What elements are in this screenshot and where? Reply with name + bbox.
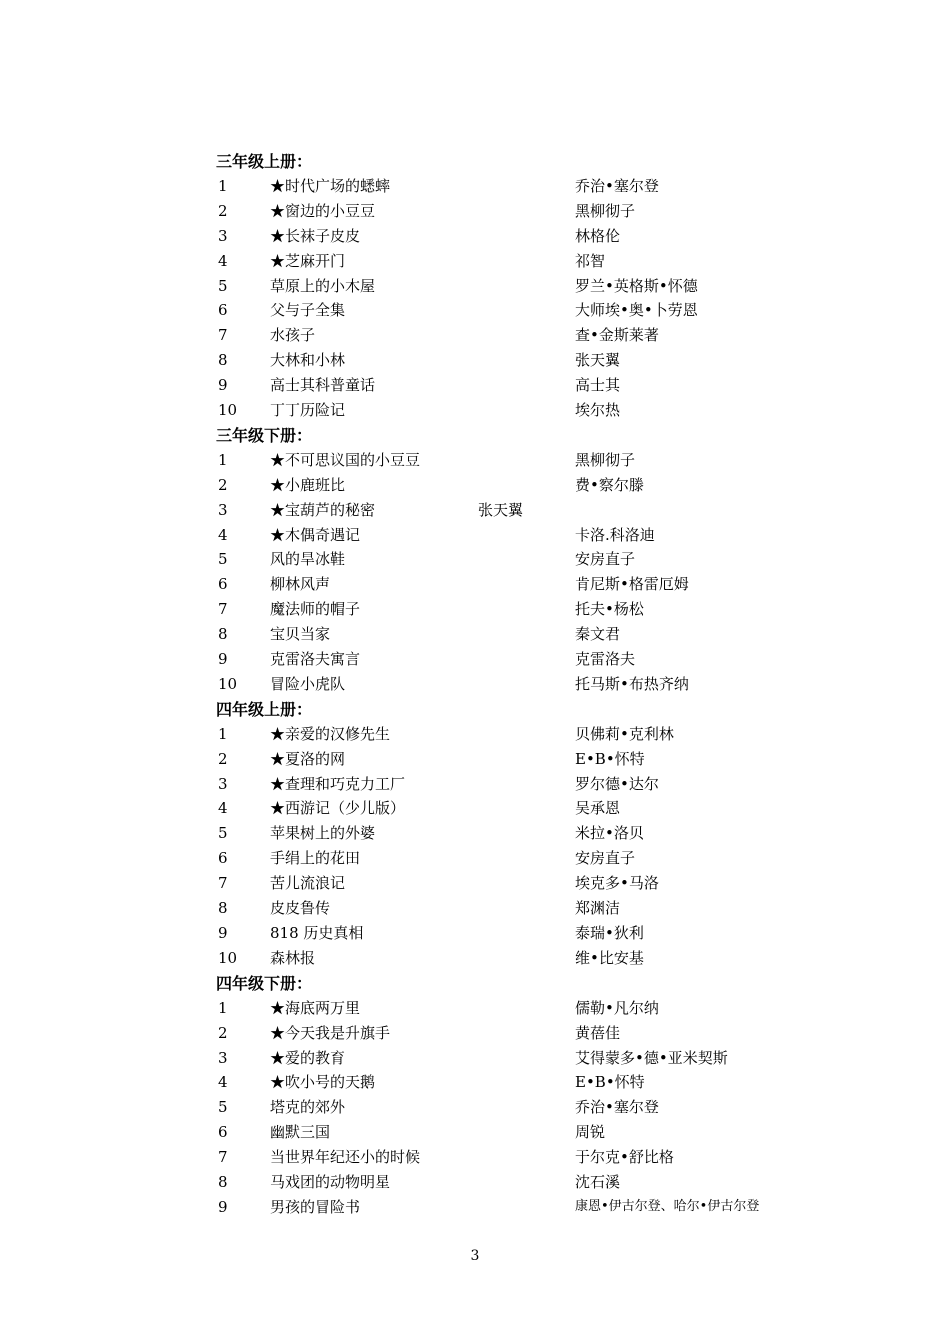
item-number: 5 [218,550,228,569]
book-author: 查•金斯莱著 [575,326,659,345]
book-title: ★长袜子皮皮 [270,226,361,245]
book-author: 秦文君 [575,625,621,644]
item-number: 3 [218,774,228,793]
book-author: 贝佛莉•克利林 [575,724,674,743]
book-title: ★夏洛的网 [270,749,346,768]
item-number: 10 [218,674,238,693]
book-title: 手绢上的花田 [270,849,361,868]
list-item [216,1095,836,1120]
item-number: 1 [218,450,228,469]
book-title: ★海底两万里 [270,998,361,1017]
book-title: 男孩的冒险书 [270,1197,361,1216]
book-author: 罗兰•英格斯•怀德 [575,276,698,295]
book-title: 幽默三国 [270,1123,331,1142]
item-number: 4 [218,251,228,270]
book-author: 高士其 [575,376,621,395]
book-title: ★今天我是升旗手 [270,1023,391,1042]
list-item [216,274,836,299]
book-title: 大林和小林 [270,351,346,370]
item-number: 4 [218,799,228,818]
book-author: 费•察尔滕 [575,475,644,494]
item-number: 7 [218,600,228,619]
item-number: 5 [218,276,228,295]
item-number: 8 [218,1172,228,1191]
list-item [216,821,836,846]
item-number: 9 [218,376,228,395]
book-title: 塔克的郊外 [270,1098,346,1117]
book-author: 托夫•杨松 [575,600,644,619]
item-number: 3 [218,226,228,245]
book-author: 黑柳彻子 [575,450,636,469]
book-title: 当世界年纪还小的时候 [270,1148,421,1167]
book-title: ★时代广场的蟋蟀 [270,177,391,195]
book-author: 周锐 [575,1123,606,1142]
list-item [216,647,836,672]
book-author: 罗尔德•达尔 [575,774,659,793]
item-number: 4 [218,1073,228,1092]
item-number: 7 [218,326,228,345]
book-author: 米拉•洛贝 [575,824,644,843]
list-item [216,1021,836,1046]
item-number: 7 [218,1148,228,1167]
section-title: 四年级上册： [216,699,313,719]
book-author: E•B•怀特 [575,1073,645,1092]
book-author: 安房直子 [575,550,636,569]
book-title: 高士其科普童话 [270,376,376,395]
item-number: 2 [218,201,228,220]
item-number: 6 [218,301,228,320]
book-author: 林格伦 [575,226,621,245]
book-author: 儒勒•凡尔纳 [575,998,659,1017]
book-title: ★吹小号的天鹅 [270,1073,376,1092]
list-item [216,249,836,274]
book-title: ★芝麻开门 [270,251,346,270]
book-title: 苹果树上的外婆 [270,824,376,843]
item-number: 10 [218,948,238,967]
list-item [216,1046,836,1071]
item-number: 3 [218,1048,228,1067]
item-number: 5 [218,1098,228,1117]
book-author: 大师埃•奥•卜劳恩 [575,301,698,320]
item-number: 4 [218,525,228,544]
book-title: 冒险小虎队 [270,674,346,693]
book-author: 乔治•塞尔登 [575,177,659,195]
book-title: 丁丁历险记 [270,401,346,420]
item-number: 8 [218,625,228,644]
book-author: 肯尼斯•格雷厄姆 [575,575,689,594]
list-item [216,348,836,373]
book-author: 于尔克•舒比格 [575,1148,674,1167]
book-title: 克雷洛夫寓言 [270,650,361,669]
book-title: 818 历史真相 [270,923,364,942]
list-item [216,572,836,597]
book-author: 乔治•塞尔登 [575,1098,659,1117]
item-number: 2 [218,475,228,494]
book-title: ★查理和巧克力工厂 [270,774,406,793]
book-list [216,149,836,1220]
book-title: 风的旱冰鞋 [270,550,346,569]
list-item [216,448,836,473]
book-title: ★西游记（少儿版） [270,799,406,818]
list-item [216,1170,836,1195]
item-number: 3 [218,500,228,519]
book-author: 埃克多•马洛 [575,874,659,893]
list-item [216,996,836,1021]
item-number: 6 [218,849,228,868]
book-author: 卡洛.科洛迪 [575,525,655,544]
list-item [216,398,836,423]
list-item [216,946,836,971]
book-title: 水孩子 [270,326,316,345]
list-item [216,622,836,647]
section-title: 三年级上册： [216,152,313,171]
list-item [216,747,836,772]
list-item [216,672,836,697]
item-number: 10 [218,401,238,420]
list-item [216,896,836,921]
book-title: ★爱的教育 [270,1048,346,1067]
book-title: 柳林风声 [270,575,331,594]
book-author: 张天翼 [575,351,621,370]
book-title: ★小鹿班比 [270,475,346,494]
list-item [216,871,836,896]
book-title: 魔法师的帽子 [270,600,361,619]
item-number: 8 [218,899,228,918]
book-author: 沈石溪 [575,1172,621,1191]
item-number: 1 [218,724,228,743]
list-item [216,373,836,398]
book-author: 康恩•伊古尔登、哈尔•伊古尔登 [575,1198,760,1214]
list-item [216,1120,836,1145]
book-author: 郑渊洁 [575,899,621,918]
list-item [216,921,836,946]
item-number: 9 [218,923,228,942]
book-title: ★木偶奇遇记 [270,525,361,544]
book-author: 艾得蒙多•德•亚米契斯 [575,1048,728,1067]
list-item [216,199,836,224]
book-title: ★亲爱的汉修先生 [270,724,391,743]
book-title: ★宝葫芦的秘密 [270,500,376,519]
book-author: 吴承恩 [575,799,621,818]
section-title: 四年级下册： [216,973,313,993]
item-number: 6 [218,1123,228,1142]
book-author: 托马斯•布热齐纳 [575,674,689,693]
book-title: ★不可思议国的小豆豆 [270,450,421,469]
item-number: 2 [218,1023,228,1042]
list-item [216,323,836,348]
book-author: 泰瑞•狄利 [575,923,644,942]
item-number: 9 [218,1197,228,1216]
book-title: ★窗边的小豆豆 [270,201,376,220]
book-author: 维•比安基 [575,948,644,967]
section-title: 三年级下册： [216,425,313,445]
book-title: 马戏团的动物明星 [270,1172,391,1191]
book-title: 父与子全集 [270,301,346,320]
item-number: 6 [218,575,228,594]
book-author: 克雷洛夫 [575,650,636,669]
list-item [216,174,836,199]
book-title: 苦儿流浪记 [270,874,346,893]
book-author: 安房直子 [575,849,636,868]
list-item [216,796,836,821]
book-title: 草原上的小木屋 [270,276,376,295]
page-number: 3 [470,1248,480,1264]
book-author: 黑柳彻子 [575,201,636,220]
list-item [216,224,836,249]
book-author: E•B•怀特 [575,749,645,768]
book-author: 埃尔热 [575,401,621,420]
book-title: 森林报 [270,948,316,967]
list-item [216,498,836,523]
list-item [216,1195,836,1220]
list-item [216,473,836,498]
list-item [216,846,836,871]
book-title: 宝贝当家 [270,625,331,644]
list-item [216,597,836,622]
item-number: 8 [218,351,228,370]
book-author: 张天翼 [478,500,524,519]
list-item [216,772,836,797]
list-item [216,298,836,323]
item-number: 2 [218,749,228,768]
list-item [216,1145,836,1170]
list-item [216,1070,836,1095]
item-number: 9 [218,650,228,669]
list-item [216,547,836,572]
book-author: 黄蓓佳 [575,1023,621,1042]
item-number: 1 [218,177,228,195]
list-item [216,523,836,548]
item-number: 1 [218,998,228,1017]
list-item [216,722,836,747]
item-number: 7 [218,874,228,893]
item-number: 5 [218,824,228,843]
book-author: 祁智 [575,251,606,270]
book-title: 皮皮鲁传 [270,899,331,918]
